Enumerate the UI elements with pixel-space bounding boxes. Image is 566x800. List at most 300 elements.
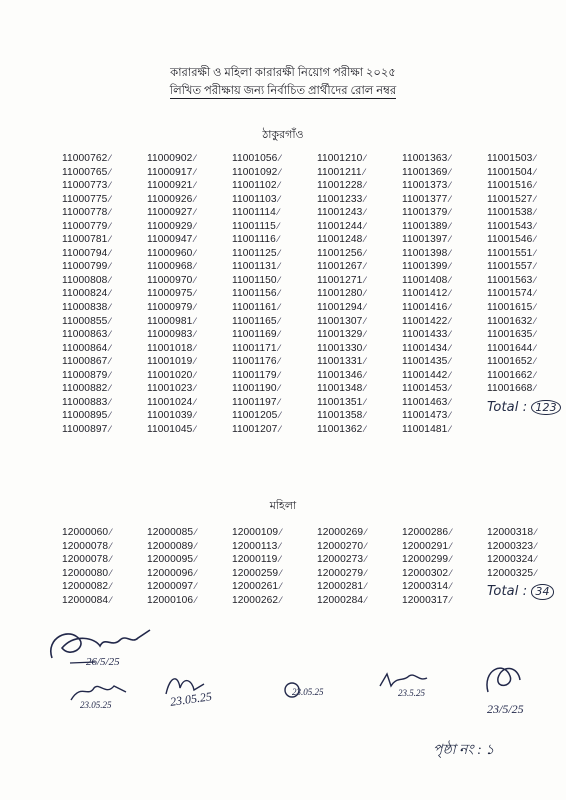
roll-number: [62, 233, 147, 247]
tick-mark-icon: ⁄: [109, 261, 111, 272]
tick-mark-icon: ⁄: [449, 383, 451, 394]
roll-number-text: 11001408: [402, 274, 448, 286]
tick-mark-icon: ⁄: [450, 594, 452, 605]
tick-mark-icon: ⁄: [364, 207, 366, 218]
roll-number-text: 11001210: [317, 153, 363, 164]
tick-mark-icon: ⁄: [364, 315, 366, 326]
roll-number: [147, 369, 232, 383]
tick-mark-icon: ⁄: [534, 288, 536, 299]
roll-number: [487, 166, 566, 180]
tick-mark-icon: ⁄: [449, 166, 451, 177]
roll-column: [147, 526, 232, 607]
roll-number: [487, 193, 566, 207]
roll-number: [62, 567, 147, 581]
roll-number-text: 11000778: [62, 207, 108, 219]
roll-number: [62, 206, 147, 220]
tick-mark-icon: ⁄: [364, 302, 366, 313]
tick-mark-icon: ⁄: [109, 180, 111, 191]
roll-number: [402, 580, 487, 594]
roll-number: [487, 152, 566, 166]
tick-mark-icon: ⁄: [534, 329, 536, 340]
tick-mark-icon: ⁄: [534, 369, 536, 380]
tick-mark-icon: ⁄: [194, 396, 196, 407]
roll-number-text: 12000299: [402, 554, 449, 566]
roll-number-text: 11001433: [402, 329, 448, 341]
roll-number: [317, 274, 402, 288]
roll-number: [147, 526, 232, 540]
tick-mark-icon: ⁄: [278, 302, 281, 313]
roll-number: [147, 220, 232, 234]
roll-number: [487, 287, 566, 301]
roll-number: [232, 553, 317, 567]
tick-mark-icon: ⁄: [364, 288, 366, 299]
roll-number-text: 11001527: [487, 193, 533, 205]
roll-number: [147, 233, 232, 247]
tick-mark-icon: ⁄: [365, 594, 367, 605]
roll-number-text: 12000302: [402, 567, 449, 579]
tick-mark-icon: ⁄: [279, 423, 281, 434]
tick-mark-icon: ⁄: [449, 356, 451, 367]
tick-mark-icon: ⁄: [279, 540, 281, 551]
tick-mark-icon: ⁄: [194, 342, 196, 353]
roll-number: [147, 553, 232, 567]
tick-mark-icon: ⁄: [278, 247, 281, 258]
tick-mark-icon: ⁄: [363, 166, 366, 177]
roll-number-text: 11001331: [317, 356, 363, 368]
roll-grid-mohila: [62, 526, 566, 607]
roll-number-text: 11001473: [402, 410, 448, 422]
roll-number: [402, 423, 487, 437]
document-subtitle: [0, 82, 566, 101]
tick-mark-icon: ⁄: [450, 581, 452, 592]
roll-number: [62, 220, 147, 234]
roll-number-text: 11001179: [232, 369, 277, 381]
tick-mark-icon: ⁄: [194, 302, 196, 313]
tick-mark-icon: ⁄: [364, 261, 366, 272]
roll-number-text: 11000979: [147, 302, 193, 314]
tick-mark-icon: ⁄: [194, 315, 196, 326]
roll-number: [147, 274, 232, 288]
roll-number-text: 11001171: [232, 342, 277, 354]
roll-number: [62, 328, 147, 342]
roll-number: [402, 260, 487, 274]
roll-number: [232, 594, 317, 608]
tick-mark-icon: ⁄: [534, 342, 536, 353]
total-value: 123: [531, 400, 560, 416]
roll-number-text: 11001020: [147, 369, 193, 381]
roll-number: [487, 355, 566, 369]
roll-number: [232, 540, 317, 554]
roll-number: [62, 166, 147, 180]
tick-mark-icon: ⁄: [364, 220, 366, 231]
tick-mark-icon: ⁄: [194, 274, 196, 285]
roll-number-text: 12000281: [317, 581, 364, 593]
roll-number-text: 12000324: [487, 554, 534, 566]
roll-number: [317, 328, 402, 342]
signature-5-date: 23.5.25: [398, 688, 425, 698]
roll-number-text: 11000968: [147, 261, 193, 273]
tick-mark-icon: ⁄: [194, 261, 196, 272]
total-label: Total :: [487, 399, 528, 415]
roll-number: [317, 287, 402, 301]
roll-number: [232, 355, 317, 369]
tick-mark-icon: ⁄: [534, 166, 536, 177]
tick-mark-icon: ⁄: [364, 274, 366, 285]
tick-mark-icon: ⁄: [535, 554, 537, 565]
roll-number-text: 11001662: [487, 369, 533, 381]
roll-number-text: 11000926: [147, 193, 193, 205]
roll-number: [402, 567, 487, 581]
roll-number-text: 11000867: [62, 356, 108, 368]
roll-number: [232, 233, 317, 247]
roll-number: [402, 342, 487, 356]
tick-mark-icon: ⁄: [109, 207, 111, 218]
roll-number-text: 11001346: [317, 369, 363, 381]
roll-column: [147, 152, 232, 436]
tick-mark-icon: ⁄: [194, 288, 196, 299]
roll-number-text: 12000119: [232, 554, 278, 566]
roll-number: [232, 526, 317, 540]
roll-number: [62, 274, 147, 288]
roll-number-text: 12000097: [147, 581, 194, 593]
roll-number: [232, 206, 317, 220]
roll-number: [487, 301, 566, 315]
roll-number: [232, 260, 317, 274]
tick-mark-icon: ⁄: [364, 369, 366, 380]
tick-mark-icon: ⁄: [110, 581, 112, 592]
roll-number: [147, 166, 232, 180]
roll-number: [147, 179, 232, 193]
roll-column: [317, 526, 402, 607]
roll-number: [487, 540, 566, 554]
tick-mark-icon: ⁄: [534, 356, 536, 367]
roll-number: [487, 382, 566, 396]
roll-number-text: 11000917: [147, 166, 193, 178]
roll-number: [147, 206, 232, 220]
tick-mark-icon: ⁄: [280, 581, 282, 592]
signature-6: [478, 656, 528, 700]
signature-3-date: 23.05.25: [169, 689, 213, 709]
roll-number: [402, 369, 487, 383]
tick-mark-icon: ⁄: [194, 410, 196, 421]
tick-mark-icon: ⁄: [534, 234, 536, 245]
roll-number: [62, 287, 147, 301]
roll-number-text: 11001516: [487, 180, 533, 192]
roll-number: [402, 594, 487, 608]
tick-mark-icon: ⁄: [194, 383, 196, 394]
roll-number-text: 11000762: [62, 153, 108, 164]
roll-number: [317, 247, 402, 261]
tick-mark-icon: ⁄: [534, 315, 536, 326]
roll-number: [487, 274, 566, 288]
roll-number-text: 11000855: [62, 315, 108, 327]
roll-number: [487, 369, 566, 383]
tick-mark-icon: ⁄: [449, 288, 451, 299]
roll-number-text: 11001463: [402, 396, 448, 408]
roll-number-text: 11001362: [317, 423, 363, 435]
roll-number-text: 11001294: [317, 302, 363, 314]
roll-number: [402, 526, 487, 540]
roll-number: [487, 567, 566, 581]
tick-mark-icon: ⁄: [278, 288, 281, 299]
roll-number-text: 11000765: [62, 166, 108, 178]
roll-number-text: 12000096: [147, 567, 194, 579]
tick-mark-icon: ⁄: [277, 207, 280, 218]
roll-number-text: 11001412: [402, 288, 448, 300]
tick-mark-icon: ⁄: [450, 527, 452, 537]
roll-column: [62, 526, 147, 607]
roll-number-text: 11000895: [62, 410, 108, 422]
tick-mark-icon: ⁄: [365, 540, 367, 551]
roll-number-text: 11001176: [232, 356, 277, 368]
roll-number-text: 11001243: [317, 207, 363, 219]
roll-number: [62, 540, 147, 554]
roll-number-text: 11001024: [147, 396, 193, 408]
tick-mark-icon: ⁄: [365, 581, 367, 592]
roll-number-text: 11001348: [317, 383, 363, 395]
tick-mark-icon: ⁄: [278, 274, 281, 285]
roll-number: [487, 315, 566, 329]
roll-number: [62, 409, 147, 423]
tick-mark-icon: ⁄: [535, 540, 537, 551]
roll-number-text: 11000882: [62, 383, 108, 395]
tick-mark-icon: ⁄: [449, 207, 451, 218]
roll-number-text: 11001504: [487, 166, 533, 178]
roll-number: [487, 260, 566, 274]
roll-number-text: 11001546: [487, 234, 533, 246]
roll-number: [232, 166, 317, 180]
roll-number: [317, 369, 402, 383]
tick-mark-icon: ⁄: [109, 220, 111, 231]
roll-number-text: 11000921: [147, 180, 193, 192]
tick-mark-icon: ⁄: [449, 193, 451, 204]
roll-number-text: 11001205: [232, 410, 278, 422]
tick-mark-icon: ⁄: [450, 540, 452, 551]
roll-number: [487, 247, 566, 261]
tick-mark-icon: ⁄: [364, 383, 366, 394]
roll-number: [232, 369, 317, 383]
roll-number: [317, 526, 402, 540]
tick-mark-icon: ⁄: [364, 234, 366, 245]
roll-number-text: 11001644: [487, 342, 533, 354]
roll-number-text: 11001116: [232, 234, 276, 246]
roll-number: [147, 567, 232, 581]
roll-number-text: 11001632: [487, 315, 533, 327]
roll-number: [232, 220, 317, 234]
roll-number: [232, 287, 317, 301]
roll-number-text: 11001416: [402, 302, 448, 314]
tick-mark-icon: ⁄: [109, 423, 111, 434]
roll-number-text: 11000799: [62, 261, 108, 273]
roll-number: [147, 342, 232, 356]
roll-number: [317, 301, 402, 315]
roll-number: [402, 301, 487, 315]
tick-mark-icon: ⁄: [365, 527, 367, 537]
roll-number-text: 12000095: [147, 554, 194, 566]
roll-number: [317, 342, 402, 356]
roll-column: [487, 152, 566, 436]
tick-mark-icon: ⁄: [534, 153, 536, 163]
roll-number: [402, 206, 487, 220]
tick-mark-icon: ⁄: [450, 554, 452, 565]
roll-number-text: 11000879: [62, 369, 108, 381]
roll-number-text: 11001377: [402, 193, 448, 205]
roll-number-text: 11000983: [147, 329, 193, 341]
roll-number-text: 12000325: [487, 567, 534, 579]
tick-mark-icon: ⁄: [109, 315, 111, 326]
roll-number: [402, 247, 487, 261]
tick-mark-icon: ⁄: [278, 383, 281, 394]
roll-number-text: 11000960: [147, 247, 193, 259]
roll-number-text: 11000929: [147, 220, 193, 232]
roll-number-text: 11001131: [232, 261, 277, 273]
tick-mark-icon: ⁄: [534, 220, 536, 231]
tick-mark-icon: ⁄: [110, 594, 112, 605]
tick-mark-icon: ⁄: [109, 166, 111, 177]
roll-number-text: 11001330: [317, 342, 363, 354]
roll-number: [487, 206, 566, 220]
roll-number: [147, 540, 232, 554]
roll-number-text: 11001211: [317, 166, 362, 178]
roll-number: [487, 526, 566, 540]
roll-number-text: 11001635: [487, 329, 533, 341]
roll-number-text: 12000279: [317, 567, 364, 579]
roll-number: [317, 594, 402, 608]
tick-mark-icon: ⁄: [109, 274, 111, 285]
roll-number: [147, 409, 232, 423]
roll-number-text: 11001397: [402, 234, 448, 246]
roll-number-text: 11001103: [232, 193, 277, 205]
tick-mark-icon: ⁄: [449, 302, 451, 313]
roll-number-text: 12000284: [317, 594, 364, 606]
roll-number: [232, 315, 317, 329]
tick-mark-icon: ⁄: [449, 315, 451, 326]
roll-number: [317, 166, 402, 180]
roll-number-text: 11001557: [487, 261, 533, 273]
roll-number: [62, 553, 147, 567]
roll-number-text: 11001563: [487, 274, 533, 286]
tick-mark-icon: ⁄: [449, 220, 451, 231]
roll-number: [147, 301, 232, 315]
tick-mark-icon: ⁄: [194, 193, 196, 204]
roll-number: [402, 179, 487, 193]
roll-number: [232, 409, 317, 423]
roll-number-text: 11000779: [62, 220, 108, 232]
roll-number: [62, 301, 147, 315]
tick-mark-icon: ⁄: [449, 396, 451, 407]
roll-number-text: 11001399: [402, 261, 448, 273]
roll-number-text: 11000864: [62, 342, 108, 354]
roll-number: [487, 553, 566, 567]
roll-number-text: 11001615: [487, 302, 533, 314]
roll-number: [487, 233, 566, 247]
roll-number-text: 11000902: [147, 153, 193, 164]
roll-number: [402, 553, 487, 567]
roll-number: [62, 423, 147, 437]
roll-number: [402, 355, 487, 369]
tick-mark-icon: ⁄: [534, 383, 536, 394]
tick-mark-icon: ⁄: [278, 396, 281, 407]
roll-number-text: 11001435: [402, 356, 448, 368]
roll-number: [147, 580, 232, 594]
roll-number: [317, 423, 402, 437]
tick-mark-icon: ⁄: [109, 153, 111, 163]
tick-mark-icon: ⁄: [109, 342, 111, 353]
roll-number: [147, 260, 232, 274]
roll-number-text: 11001422: [402, 315, 448, 327]
tick-mark-icon: ⁄: [109, 329, 111, 340]
roll-number-text: 11001056: [232, 153, 278, 164]
tick-mark-icon: ⁄: [364, 329, 366, 340]
roll-number-text: 11001351: [317, 396, 363, 408]
section-title-mohila: মহিলা: [269, 500, 297, 512]
roll-number: [402, 540, 487, 554]
tick-mark-icon: ⁄: [279, 166, 281, 177]
tick-mark-icon: ⁄: [110, 567, 112, 578]
roll-number-text: 11001373: [402, 180, 448, 192]
roll-number: [147, 247, 232, 261]
roll-number-text: 11001102: [232, 180, 277, 192]
tick-mark-icon: ⁄: [195, 581, 197, 592]
roll-number: [232, 567, 317, 581]
roll-number-text: 12000113: [232, 540, 278, 552]
tick-mark-icon: ⁄: [534, 247, 536, 258]
tick-mark-icon: ⁄: [280, 594, 282, 605]
roll-number: [147, 193, 232, 207]
roll-number-text: 11001358: [317, 410, 363, 422]
tick-mark-icon: ⁄: [277, 220, 280, 231]
total-count: [487, 400, 566, 416]
roll-number: [62, 315, 147, 329]
tick-mark-icon: ⁄: [278, 261, 281, 272]
roll-number: [402, 382, 487, 396]
roll-number-text: 11001271: [317, 274, 363, 286]
roll-number-text: 11001115: [232, 220, 276, 232]
roll-number-text: 11000775: [62, 193, 108, 205]
roll-number-text: 12000089: [147, 540, 194, 552]
document-subtitle-text: লিখিত পরীক্ষায় জন্য নির্বাচিত প্রার্থীদের রোল নম্বর: [169, 85, 397, 97]
tick-mark-icon: ⁄: [449, 423, 451, 434]
tick-mark-icon: ⁄: [195, 594, 197, 605]
roll-number-text: 11000883: [62, 396, 108, 408]
tick-mark-icon: ⁄: [364, 356, 366, 367]
roll-number-text: 11000947: [147, 234, 193, 246]
tick-mark-icon: ⁄: [449, 410, 451, 421]
tick-mark-icon: ⁄: [194, 356, 196, 367]
roll-number-text: 12000078: [62, 554, 109, 566]
roll-number-text: 11001329: [317, 329, 363, 341]
roll-column: [62, 152, 147, 436]
roll-number-text: 11001045: [147, 423, 193, 435]
roll-number-text: 11001039: [147, 410, 193, 422]
tick-mark-icon: ⁄: [109, 396, 111, 407]
tick-mark-icon: ⁄: [278, 315, 281, 326]
roll-column: [317, 152, 402, 436]
roll-number-text: 11000781: [62, 234, 108, 246]
roll-number: [317, 553, 402, 567]
roll-number-text: 11001389: [402, 220, 448, 232]
tick-mark-icon: ⁄: [534, 180, 536, 191]
tick-mark-icon: ⁄: [195, 527, 197, 537]
tick-mark-icon: ⁄: [109, 383, 111, 394]
roll-number: [62, 179, 147, 193]
roll-number-text: 11001543: [487, 220, 533, 232]
tick-mark-icon: ⁄: [195, 540, 197, 551]
tick-mark-icon: ⁄: [534, 274, 536, 285]
roll-number-text: 12000106: [147, 594, 194, 606]
roll-number-text: 11001244: [317, 220, 363, 232]
roll-number: [402, 396, 487, 410]
